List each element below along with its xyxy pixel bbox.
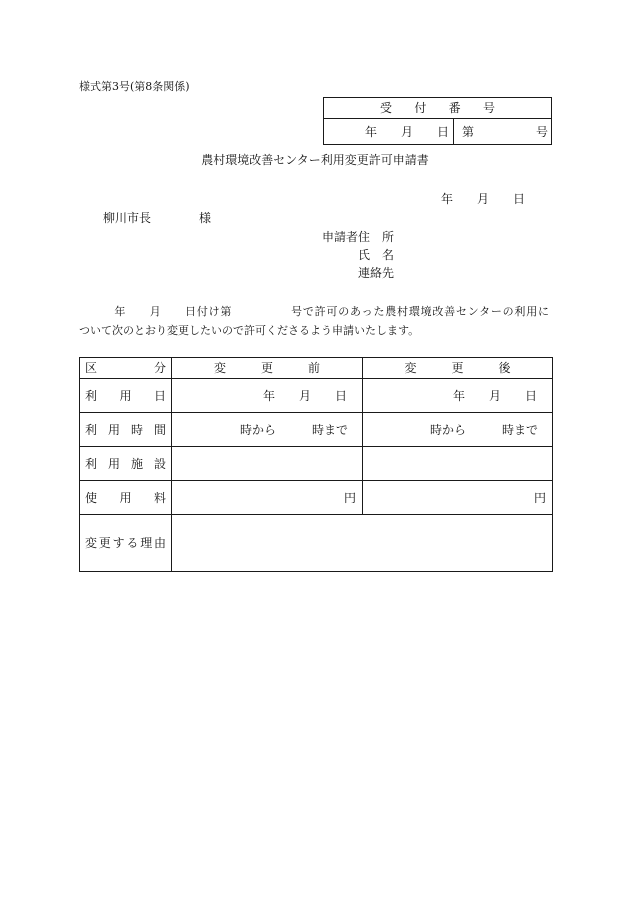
row-label: 変更する理由 bbox=[85, 536, 166, 550]
receipt-header-row bbox=[324, 98, 551, 119]
usage-date-before: 年 月 日 bbox=[172, 379, 363, 412]
row-usage-date bbox=[80, 379, 552, 413]
fee-after: 円 bbox=[533, 490, 546, 505]
facility-before bbox=[172, 447, 363, 480]
row-fee bbox=[80, 481, 552, 515]
receipt-number-box bbox=[323, 97, 552, 145]
header-before-cell bbox=[172, 358, 363, 378]
row-label-cell bbox=[80, 379, 172, 412]
receipt-number-header: 受付番号 bbox=[380, 101, 495, 115]
request-paragraph bbox=[79, 302, 549, 340]
application-date: 年 月 日 bbox=[441, 192, 526, 206]
form-title: 農村環境改善センター利用変更許可申請書 bbox=[201, 153, 429, 167]
header-before: 変更前 bbox=[214, 361, 320, 375]
row-label: 利用施設 bbox=[85, 456, 166, 471]
usage-time-after: 時から 時まで bbox=[429, 422, 538, 437]
row-usage-time bbox=[80, 413, 552, 447]
fee-before: 円 bbox=[172, 481, 363, 514]
row-label-cell bbox=[80, 515, 172, 571]
row-label-cell bbox=[80, 413, 172, 446]
usage-time-before: 時から 時まで bbox=[172, 413, 363, 446]
applicant-contact-label: 連絡先 bbox=[357, 266, 394, 280]
receipt-detail-row bbox=[324, 119, 551, 144]
usage-date-after: 年 月 日 bbox=[452, 388, 537, 403]
applicant-address-label: 申請者住 所 bbox=[321, 230, 394, 244]
row-label: 利用時間 bbox=[85, 422, 166, 437]
row-reason bbox=[80, 515, 552, 571]
applicant-name-label: 氏 名 bbox=[357, 248, 394, 262]
paragraph-line-1: 年 月 日付け第 号で許可のあった農村環境改善センターの利用に bbox=[79, 305, 549, 318]
header-after-cell bbox=[363, 358, 552, 378]
receipt-date-field: 年 月 日 bbox=[324, 119, 454, 144]
paragraph-line-2: ついて次のとおり変更したいので許可くださるよう申請いたします。 bbox=[79, 324, 420, 337]
facility-after bbox=[363, 447, 552, 480]
header-after: 変更後 bbox=[404, 361, 511, 375]
header-category: 区分 bbox=[85, 361, 166, 375]
row-facility bbox=[80, 447, 552, 481]
reason-field bbox=[172, 515, 552, 571]
header-category-cell bbox=[80, 358, 172, 378]
row-label: 利用日 bbox=[85, 388, 166, 403]
receipt-number-field: 第 号 bbox=[462, 124, 548, 139]
form-number-label: 様式第3号(第8条関係) bbox=[79, 80, 190, 93]
change-table bbox=[79, 357, 553, 572]
row-label: 使用料 bbox=[85, 490, 166, 505]
row-label-cell bbox=[80, 481, 172, 514]
receipt-number-cell bbox=[454, 119, 551, 144]
addressee: 柳川市長 様 bbox=[103, 211, 212, 225]
table-header-row bbox=[80, 358, 552, 379]
row-label-cell bbox=[80, 447, 172, 480]
